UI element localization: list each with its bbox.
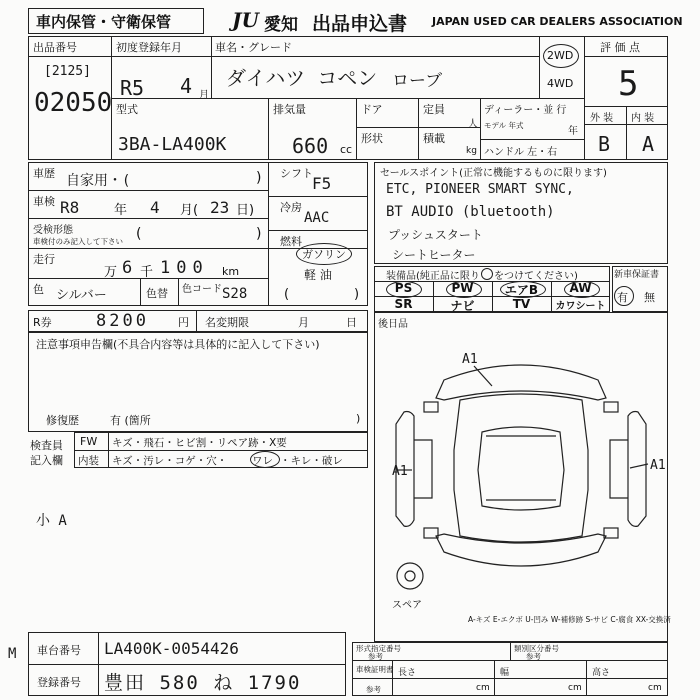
2wd-option: 2WD — [547, 49, 574, 62]
eval-score: 5 — [618, 64, 639, 104]
equipment-label-2: をつけてください) — [494, 271, 578, 282]
model-year-label: モデル 年式 — [484, 121, 524, 130]
wheel-fr — [604, 402, 618, 412]
equip-navi: ナビ — [450, 299, 475, 313]
door-label: ドア — [361, 103, 383, 116]
handle-label: ハンドル 左・右 — [484, 147, 558, 158]
wheel-fl — [424, 402, 438, 412]
car-name: ダイハツ コペン — [226, 66, 378, 90]
exterior-grade: B — [598, 132, 611, 156]
r-ticket-label: R券 — [33, 316, 52, 329]
history-close: ) — [256, 170, 262, 186]
4wd-option: 4WD — [547, 77, 574, 90]
color-change-label: 色替 — [146, 287, 168, 300]
damage-legend: A-キズ E-エクボ U-凹み W-補修跡 S-サビ C-腐食 XX-交換済 — [468, 615, 671, 624]
deadline-day: 日 — [346, 316, 357, 329]
inspection-day-label: 日) — [236, 203, 255, 218]
pw-circle — [446, 281, 482, 298]
kg-unit: kg — [466, 146, 477, 156]
interior-grade: A — [642, 132, 655, 156]
receive-sub: 車検付のみ記入して下さい — [33, 237, 123, 246]
fw-items: キズ・飛石・ヒビ割・リペア跡・X要 — [112, 437, 287, 449]
damage-a1-left: A1 — [392, 464, 408, 479]
r-ticket-value: 8200 — [96, 311, 149, 331]
displacement-label: 排気量 — [273, 103, 306, 116]
equip-airbag: エアB — [504, 283, 539, 297]
inspector-label-2: 記入欄 — [30, 454, 63, 467]
first-reg-month-unit: 月 — [199, 90, 209, 101]
car-outline-top — [436, 365, 606, 400]
width-unit: cm — [568, 683, 582, 693]
fuel-paren-open: ( — [284, 287, 290, 302]
length-label: 長さ — [398, 668, 417, 678]
inspection-era: R8 — [60, 198, 80, 217]
height-unit: cm — [648, 683, 662, 693]
lot-number-label: 出品番号 — [33, 41, 77, 54]
yen-unit: 円 — [178, 316, 189, 329]
warranty-no: 無 — [644, 291, 655, 304]
car-name-label: 車名・グレード — [215, 41, 292, 54]
type-code-label: 類別区分番号 — [514, 644, 559, 653]
mileage-km: km — [222, 265, 240, 278]
damage-a1-right: A1 — [650, 458, 666, 473]
car-roof — [478, 427, 564, 510]
m-mark: M — [8, 646, 17, 662]
shape-label: 形状 — [361, 132, 383, 145]
color-code: S28 — [222, 286, 248, 302]
first-reg-era: R5 — [120, 76, 145, 100]
color-code-label: 色コード — [182, 284, 222, 295]
shape-code-ref: 参考 — [368, 652, 383, 661]
receive-label: 受検形態 — [33, 225, 73, 236]
cert-ref: 参考 — [366, 685, 381, 694]
registration-value: 豊田 580 ね 1790 — [104, 672, 302, 694]
selling-point-3: プッシュスタート — [388, 228, 483, 242]
selling-point-2: BT AUDIO (bluetooth) — [386, 204, 555, 220]
deadline-label: 名変期限 — [205, 316, 249, 329]
cooling-label: 冷房 — [280, 201, 302, 214]
storage-label: 車内保管・守衛保管 — [36, 13, 172, 31]
dealer-label: ディーラー・並 行 — [484, 105, 567, 116]
inspection-month: 4 — [150, 198, 160, 217]
person-unit: 人 — [468, 119, 478, 130]
first-reg-label: 初度登録年月 — [116, 41, 182, 54]
interior-circled-item: ワレ — [252, 455, 273, 467]
interior-circle-mark — [250, 451, 280, 468]
cc-unit: cc — [340, 143, 353, 156]
interior-label: 内 装 — [631, 113, 655, 124]
repair-close: ) — [356, 412, 361, 425]
registration-label: 登録番号 — [37, 676, 81, 689]
form-title: 出品申込書 — [312, 13, 408, 35]
receive-close: ) — [256, 226, 262, 242]
selling-points-label: セールスポイント(正常に機能するものに限ります) — [380, 168, 607, 179]
lot-sub-number: [2125] — [44, 64, 91, 79]
mileage-sen: 千 — [140, 265, 154, 280]
color-value: シルバー — [56, 288, 107, 303]
selling-point-4: シートヒーター — [392, 248, 476, 262]
shift-value: F5 — [312, 174, 332, 193]
deadline-month: 月 — [298, 316, 309, 329]
spare-label: スペア — [392, 600, 422, 611]
fw-label: FW — [80, 435, 98, 448]
equip-ps: PS — [394, 281, 413, 295]
shape-code-label: 形式指定番号 — [356, 644, 401, 653]
type-code-ref: 参考 — [526, 652, 541, 661]
color-label: 色 — [33, 283, 44, 296]
equip-leather-seat: カワシート — [555, 301, 606, 312]
fuel-paren-close: ) — [354, 287, 360, 302]
warranty-yes: 有 — [617, 291, 628, 304]
model-value: 3BA-LA400K — [118, 134, 227, 155]
history-label: 車歴 — [33, 167, 55, 180]
ps-circle — [386, 281, 422, 298]
inspection-month-label: 月( — [180, 203, 199, 218]
inspector-label-1: 検査員 — [30, 439, 63, 452]
recycle-row — [28, 310, 368, 332]
spare-tire — [397, 563, 423, 589]
shift-label: シフト — [280, 167, 313, 180]
damage-a1-top: A1 — [462, 352, 478, 367]
equip-pw: PW — [451, 281, 474, 295]
chassis-value: LA400K-0054426 — [104, 639, 239, 658]
airbag-circle — [500, 281, 546, 298]
length-unit: cm — [476, 683, 490, 693]
mileage-label: 走行 — [33, 253, 55, 266]
cert-label: 車検証明書 — [356, 665, 394, 674]
interior-rest: ・キレ・破レ — [280, 455, 343, 467]
aw-circle — [564, 281, 600, 298]
car-grade: ローブ — [392, 71, 443, 91]
equip-sr: SR — [394, 297, 413, 311]
car-outline-bottom — [436, 534, 606, 566]
mileage-man: 万 — [104, 265, 118, 280]
year-unit: 年 — [568, 126, 578, 137]
lot-number: 02050 — [34, 88, 113, 118]
load-label: 積載 — [423, 132, 445, 145]
ju-logo: JU — [232, 8, 259, 32]
model-label: 型式 — [116, 103, 138, 116]
equip-aw: AW — [569, 281, 592, 295]
height-label: 高さ — [592, 668, 611, 678]
fuel-diesel: 軽 油 — [304, 268, 332, 282]
inspection-year-label: 年 — [114, 203, 128, 218]
displacement-value: 660 — [292, 134, 329, 158]
mileage-100: 100 — [160, 258, 209, 278]
capacity-label: 定員 — [423, 103, 445, 116]
fuel-label: 燃料 — [280, 235, 302, 248]
equipment-circle-icon — [481, 268, 493, 280]
chassis-label: 車台番号 — [37, 644, 81, 657]
interior-items: キズ・汚レ・コゲ・穴・ — [112, 455, 228, 467]
association-name: JAPAN USED CAR DEALERS ASSOCIATION — [432, 15, 683, 28]
first-reg-month: 4 — [180, 74, 193, 98]
inspection-day: 23 — [210, 198, 230, 217]
equipment-label: 装備品(純正品に限り — [386, 271, 480, 282]
inspector-handwritten-note: 小 A — [36, 513, 67, 529]
exterior-label: 外 装 — [590, 113, 614, 124]
cooling-value: AAC — [304, 210, 330, 226]
interior-row-label: 内装 — [78, 455, 99, 467]
receive-open: ( — [136, 226, 142, 242]
warranty-label: 新車保証書 — [614, 270, 660, 280]
eval-label: 評 価 点 — [600, 41, 640, 54]
car-body — [454, 394, 588, 542]
brand-name: 愛知 — [264, 15, 298, 35]
rear-item-label: 後日品 — [378, 319, 408, 330]
width-label: 幅 — [500, 668, 510, 678]
mileage-6: 6 — [122, 258, 133, 278]
history-value: 自家用・( — [66, 173, 131, 189]
inspection-label: 車検 — [33, 195, 55, 208]
car-diagram — [374, 340, 668, 610]
repair-value: 有 (箇所 — [110, 414, 151, 427]
notes-label: 注意事項申告欄(不具合内容等は具体的に記入して下さい) — [36, 338, 320, 351]
selling-point-1: ETC, PIONEER SMART SYNC, — [386, 182, 574, 197]
equip-tv: TV — [512, 297, 531, 311]
right-side — [628, 412, 646, 527]
repair-label: 修復歴 — [46, 414, 79, 427]
fuel-gas: ガソリン — [302, 248, 346, 261]
